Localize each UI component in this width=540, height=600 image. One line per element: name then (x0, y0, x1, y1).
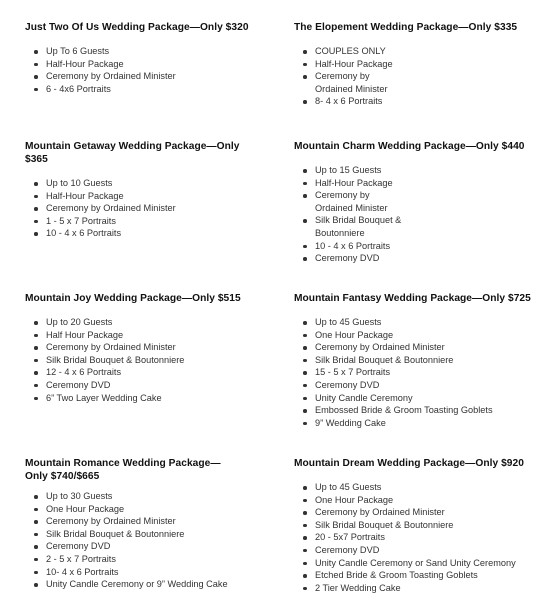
package-mountain-joy (25, 292, 260, 404)
list-item: Silk Bridal Bouquet & Boutonniere (294, 214, 409, 239)
list-item: Ceremony DVD (294, 379, 534, 392)
package-elopement (294, 21, 534, 108)
package-title: Mountain Fantasy Wedding Package—Only $725 (294, 293, 531, 304)
package-features (25, 45, 260, 95)
bullet-icon (34, 195, 38, 199)
list-item: 10- 4 x 6 Portraits (25, 566, 260, 579)
bullet-icon (34, 545, 38, 549)
bullet-icon (34, 520, 38, 524)
bullet-icon (303, 371, 307, 375)
bullet-icon (303, 422, 307, 426)
list-item: Ceremony by Ordained Minister (294, 70, 409, 95)
list-item: 15 - 5 x 7 Portraits (294, 366, 534, 379)
bullet-icon (303, 63, 307, 67)
list-item: 6” Two Layer Wedding Cake (25, 392, 260, 405)
bullet-icon (303, 75, 307, 79)
bullet-icon (34, 50, 38, 54)
package-features (25, 177, 260, 240)
bullet-icon (34, 182, 38, 186)
package-title: Mountain Dream Wedding Package—Only $920 (294, 458, 524, 469)
bullet-icon (303, 194, 307, 198)
bullet-icon (34, 384, 38, 388)
package-title-line1: Mountain Romance Wedding Package— (25, 458, 221, 469)
package-mountain-romance (25, 457, 260, 591)
package-title: Just Two Of Us Wedding Package—Only $320 (25, 22, 249, 33)
bullet-icon (34, 571, 38, 575)
list-item: One Hour Package (294, 329, 534, 342)
list-item: Ceremony by Ordained Minister (25, 341, 260, 354)
list-item: Half-Hour Package (25, 190, 260, 203)
package-features (294, 164, 409, 265)
package-just-two-of-us (25, 21, 260, 95)
list-item: 9” Wedding Cake (294, 417, 534, 430)
list-item: Up to 45 Guests (294, 481, 534, 494)
bullet-icon (34, 533, 38, 537)
list-item: Unity Candle Ceremony (294, 392, 534, 405)
list-item: One Hour Package (294, 494, 534, 507)
bullet-icon (34, 88, 38, 92)
list-item: 2 Tier Wedding Cake (294, 582, 534, 595)
list-item: Half-Hour Package (25, 58, 260, 71)
bullet-icon (303, 257, 307, 261)
bullet-icon (303, 50, 307, 54)
bullet-icon (303, 359, 307, 363)
list-item: COUPLES ONLY (294, 45, 409, 58)
bullet-icon (303, 409, 307, 413)
list-item: Half Hour Package (25, 329, 260, 342)
bullet-icon (303, 100, 307, 104)
package-features (25, 316, 260, 404)
list-item: Silk Bridal Bouquet & Boutonniere (294, 354, 534, 367)
list-item: 10 - 4 x 6 Portraits (25, 227, 260, 240)
package-title (25, 457, 260, 483)
list-item: Up to 45 Guests (294, 316, 534, 329)
list-item: Up To 6 Guests (25, 45, 260, 58)
bullet-icon (303, 524, 307, 528)
list-item: Ceremony DVD (294, 544, 534, 557)
bullet-icon (303, 219, 307, 223)
package-title-line2: Only $740/$665 (25, 471, 100, 482)
list-item: 1 - 5 x 7 Portraits (25, 215, 260, 228)
bullet-icon (303, 549, 307, 553)
list-item: Ceremony by Ordained Minister (25, 70, 260, 83)
list-item: 12 - 4 x 6 Portraits (25, 366, 260, 379)
bullet-icon (34, 371, 38, 375)
bullet-icon (34, 63, 38, 67)
bullet-icon (303, 587, 307, 591)
bullet-icon (303, 511, 307, 515)
bullet-icon (34, 558, 38, 562)
package-mountain-dream (294, 457, 534, 594)
bullet-icon (34, 508, 38, 512)
bullet-icon (303, 536, 307, 540)
list-item: 20 - 5x7 Portraits (294, 531, 534, 544)
list-item: Ceremony by Ordained Minister (294, 341, 534, 354)
list-item: Ceremony DVD (294, 252, 409, 265)
bullet-icon (303, 574, 307, 578)
bullet-icon (303, 384, 307, 388)
bullet-icon (303, 334, 307, 338)
bullet-icon (34, 75, 38, 79)
list-item: Up to 30 Guests (25, 490, 260, 503)
package-mountain-charm (294, 140, 534, 265)
bullet-icon (303, 346, 307, 350)
bullet-icon (34, 220, 38, 224)
list-item: Ceremony by Ordained Minister (25, 202, 260, 215)
package-title: The Elopement Wedding Package—Only $335 (294, 22, 518, 33)
list-item: Silk Bridal Bouquet & Boutonniere (25, 354, 260, 367)
list-item: Ceremony by Ordained Minister (25, 515, 260, 528)
bullet-icon (34, 359, 38, 363)
list-item: Up to 10 Guests (25, 177, 260, 190)
package-title: Mountain Charm Wedding Package—Only $440 (294, 141, 525, 152)
list-item: Ceremony DVD (25, 379, 260, 392)
list-item: Embossed Bride & Groom Toasting Goblets (294, 404, 534, 417)
bullet-icon (303, 245, 307, 249)
list-item: Up to 15 Guests (294, 164, 409, 177)
list-item: Up to 20 Guests (25, 316, 260, 329)
bullet-icon (34, 397, 38, 401)
list-item: Unity Candle Ceremony or Sand Unity Ceremony (294, 557, 534, 570)
list-item: Silk Bridal Bouquet & Boutonniere (294, 519, 534, 532)
bullet-icon (303, 169, 307, 173)
list-item: 8- 4 x 6 Portraits (294, 95, 409, 108)
package-features (294, 481, 534, 594)
package-features (294, 316, 534, 429)
bullet-icon (303, 562, 307, 566)
list-item: Half-Hour Package (294, 58, 409, 71)
bullet-icon (303, 321, 307, 325)
package-mountain-getaway (25, 140, 260, 240)
list-item: 2 - 5 x 7 Portraits (25, 553, 260, 566)
list-item: Ceremony by Ordained Minister (294, 506, 534, 519)
list-item: Silk Bridal Bouquet & Boutonniere (25, 528, 260, 541)
list-item: 10 - 4 x 6 Portraits (294, 240, 409, 253)
bullet-icon (303, 499, 307, 503)
bullet-icon (34, 334, 38, 338)
bullet-icon (34, 232, 38, 236)
list-item: 6 - 4x6 Portraits (25, 83, 260, 96)
package-mountain-fantasy (294, 292, 534, 429)
package-title: Mountain Getaway Wedding Package—Only $365 (25, 141, 240, 165)
list-item: One Hour Package (25, 503, 260, 516)
list-item: Etched Bride & Groom Toasting Goblets (294, 569, 534, 582)
list-item: Ceremony by Ordained Minister (294, 189, 409, 214)
bullet-icon (34, 321, 38, 325)
list-item: Ceremony DVD (25, 540, 260, 553)
list-item: Half-Hour Package (294, 177, 409, 190)
bullet-icon (303, 486, 307, 490)
bullet-icon (303, 397, 307, 401)
package-features (294, 45, 409, 108)
package-features (25, 490, 260, 591)
bullet-icon (34, 495, 38, 499)
bullet-icon (303, 182, 307, 186)
package-title: Mountain Joy Wedding Package—Only $515 (25, 293, 241, 304)
list-item: Unity Candle Ceremony or 9” Wedding Cake (25, 578, 260, 591)
bullet-icon (34, 346, 38, 350)
bullet-icon (34, 207, 38, 211)
bullet-icon (34, 583, 38, 587)
